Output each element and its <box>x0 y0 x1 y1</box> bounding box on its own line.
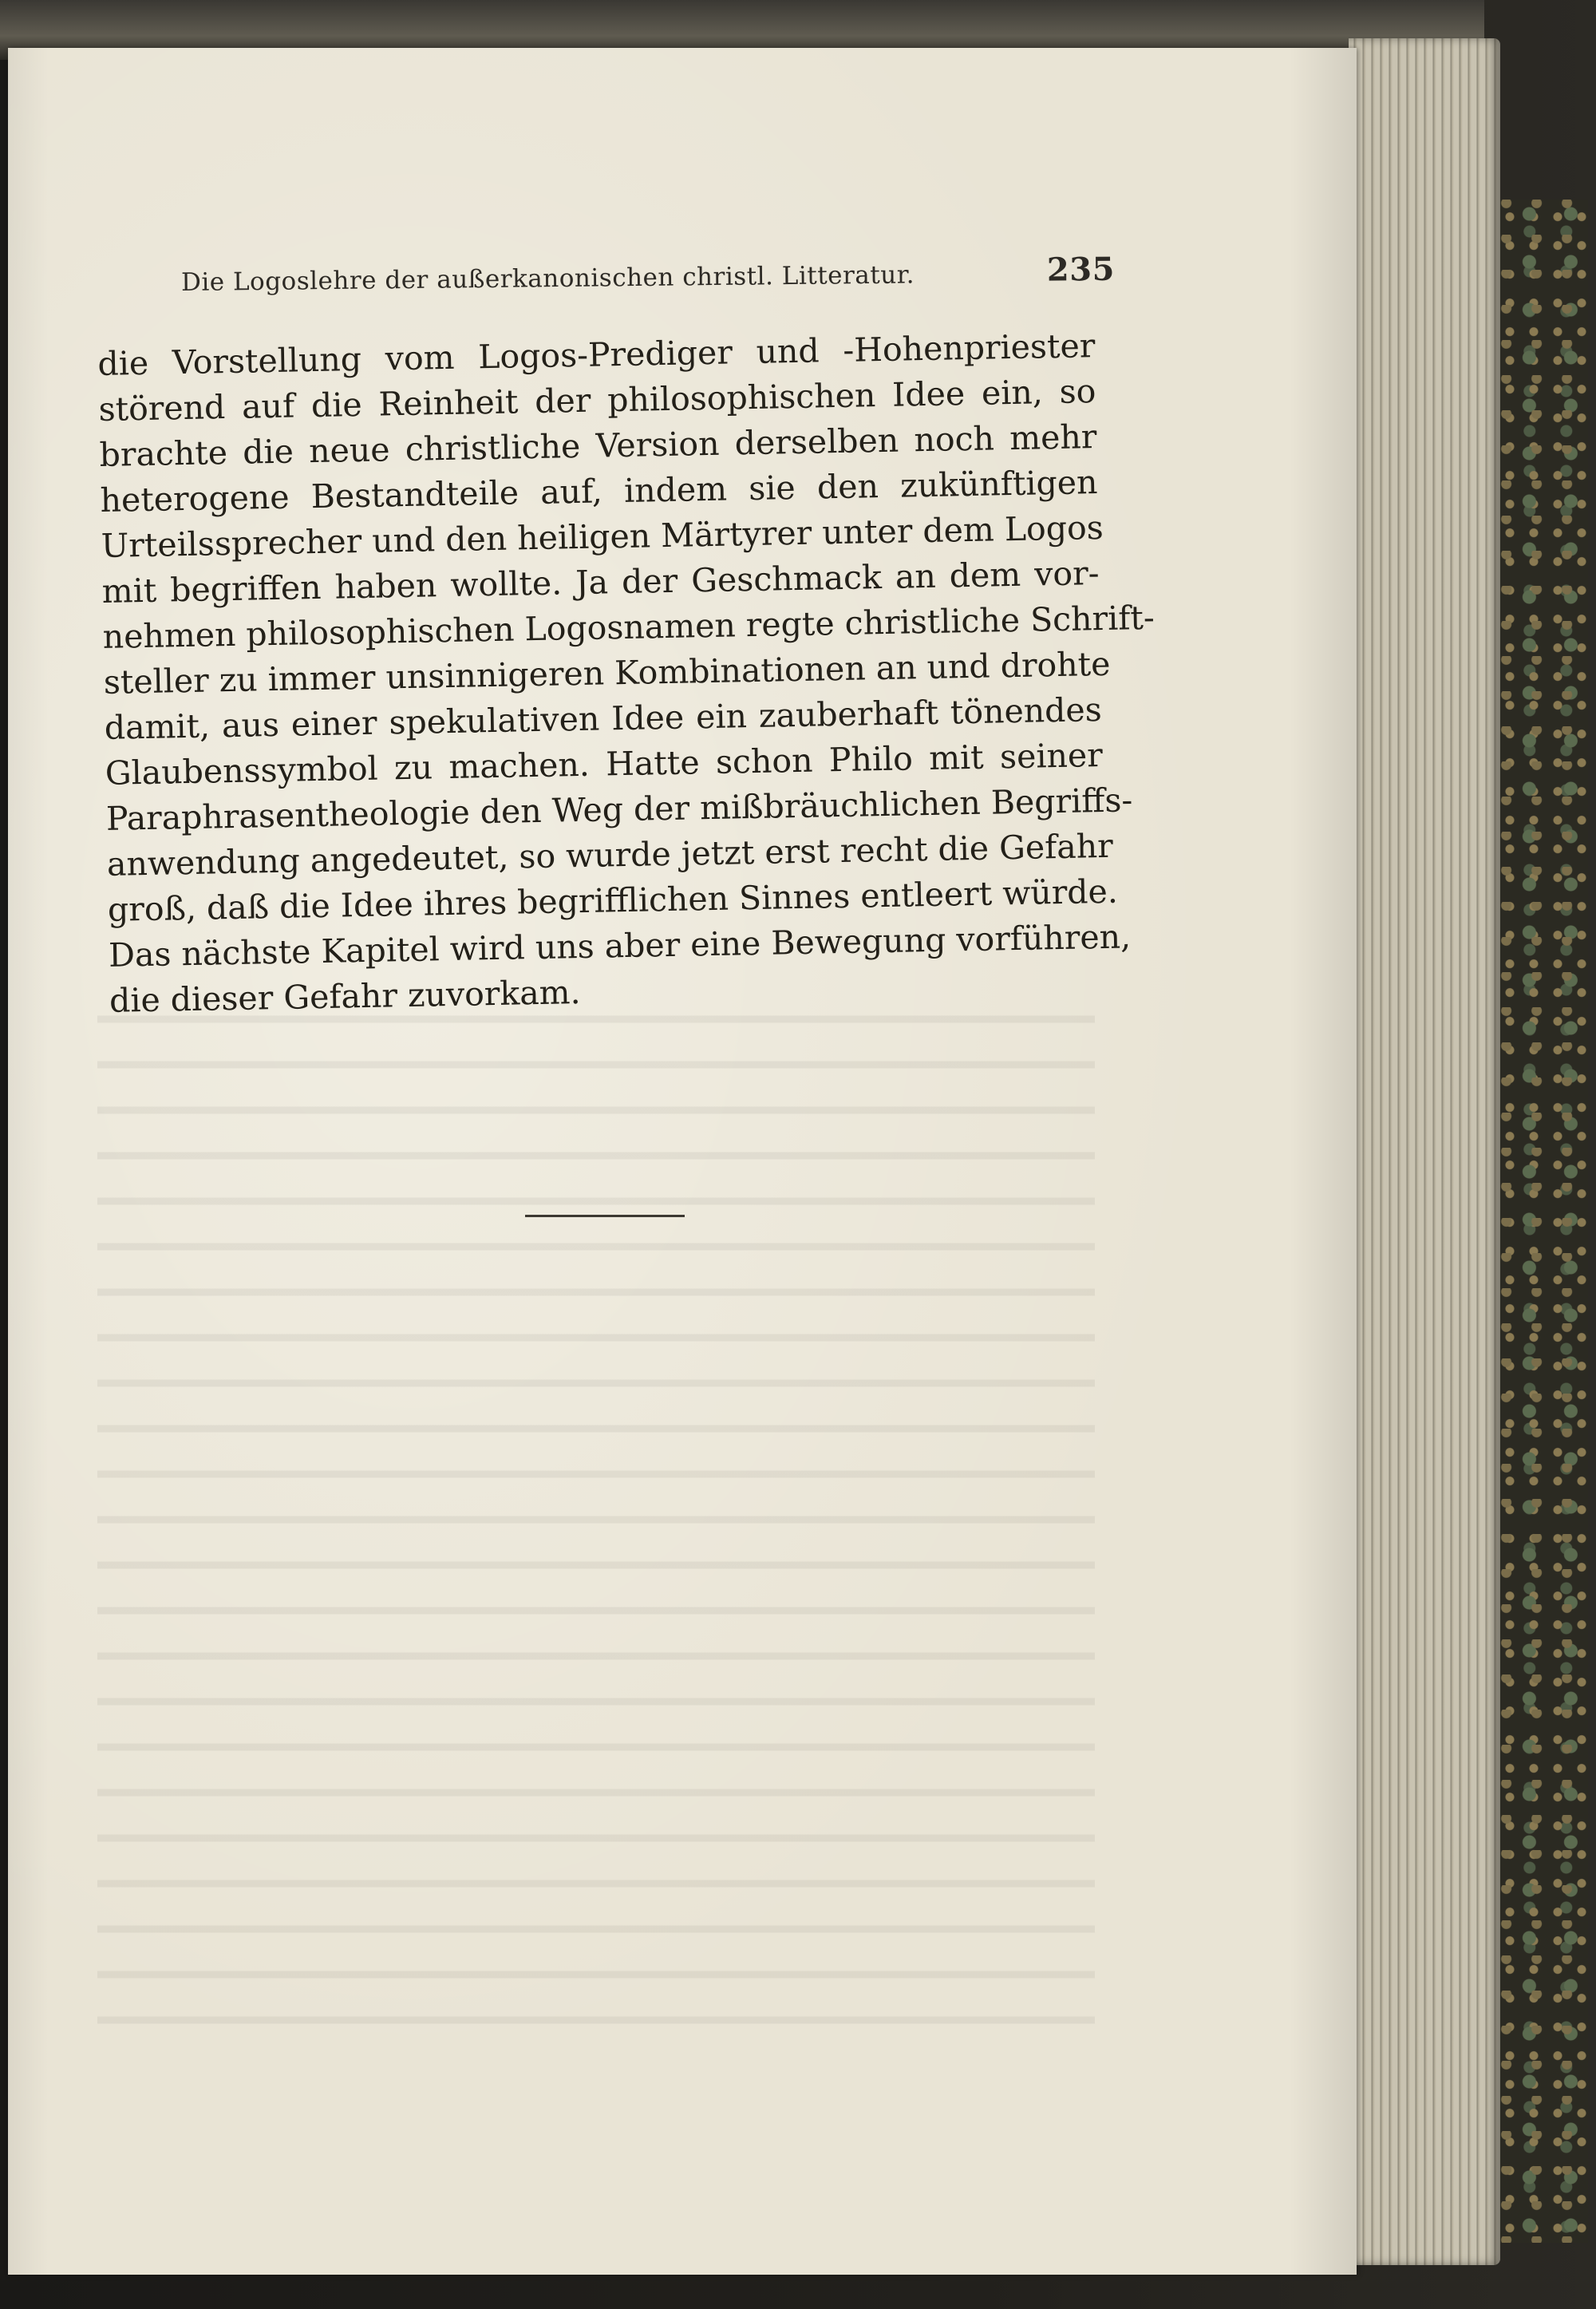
running-head <box>181 252 1115 302</box>
page-stack-edge <box>1349 38 1500 2265</box>
text-line: nehmen philosophischen Logosnamen regte christliche Schrift- <box>102 598 1156 656</box>
marbled-board-edge <box>1500 200 1588 2243</box>
text-line: Das nächste Kapitel wird uns aber eine Bewegung vorführen, <box>108 917 1132 975</box>
reverse-page-show-through <box>97 990 1095 2027</box>
book-page <box>8 48 1357 2275</box>
body-text <box>97 323 1156 1024</box>
text-line: Glaubenssymbol zu machen. Hatte schon Philo mit seiner <box>105 736 1104 793</box>
text-line: die dieser Gefahr zuvorkam. <box>109 973 582 1020</box>
text-line: groß, daß die Idee ihres begrifflichen Sinnes entleert würde. <box>107 872 1119 929</box>
text-line: mit begriffen haben wollte. Ja der Geschmack an dem vor- <box>101 554 1100 611</box>
text-line: Urteilssprecher und den heiligen Märtyrer unter dem Logos <box>101 508 1104 565</box>
text-line: störend auf die Reinheit der philosophischen Idee ein, so <box>98 372 1096 429</box>
text-line: anwendung angedeutet, so wurde jetzt erst recht die Gefahr <box>106 826 1114 884</box>
text-line: heterogene Bestandteile auf, indem sie den zukünftigen <box>100 463 1098 520</box>
text-line: steller zu immer unsinnigeren Kombinationen an und drohte <box>103 644 1111 702</box>
text-line: brachte die neue christliche Version derselben noch mehr <box>99 417 1097 474</box>
text-line: Paraphrasentheologie den Weg der mißbräuchlichen Begriffs- <box>105 781 1133 838</box>
page-number: 235 <box>1046 250 1116 289</box>
chapter-title: Die Logoslehre der außerkanonischen christl. Litteratur. <box>180 260 915 297</box>
text-line: die Vorstellung vom Logos-Prediger und -Hohenpriester <box>97 326 1096 383</box>
text-line: damit, aus einer spekulativen Idee ein zauberhaft tönendes <box>104 690 1103 747</box>
